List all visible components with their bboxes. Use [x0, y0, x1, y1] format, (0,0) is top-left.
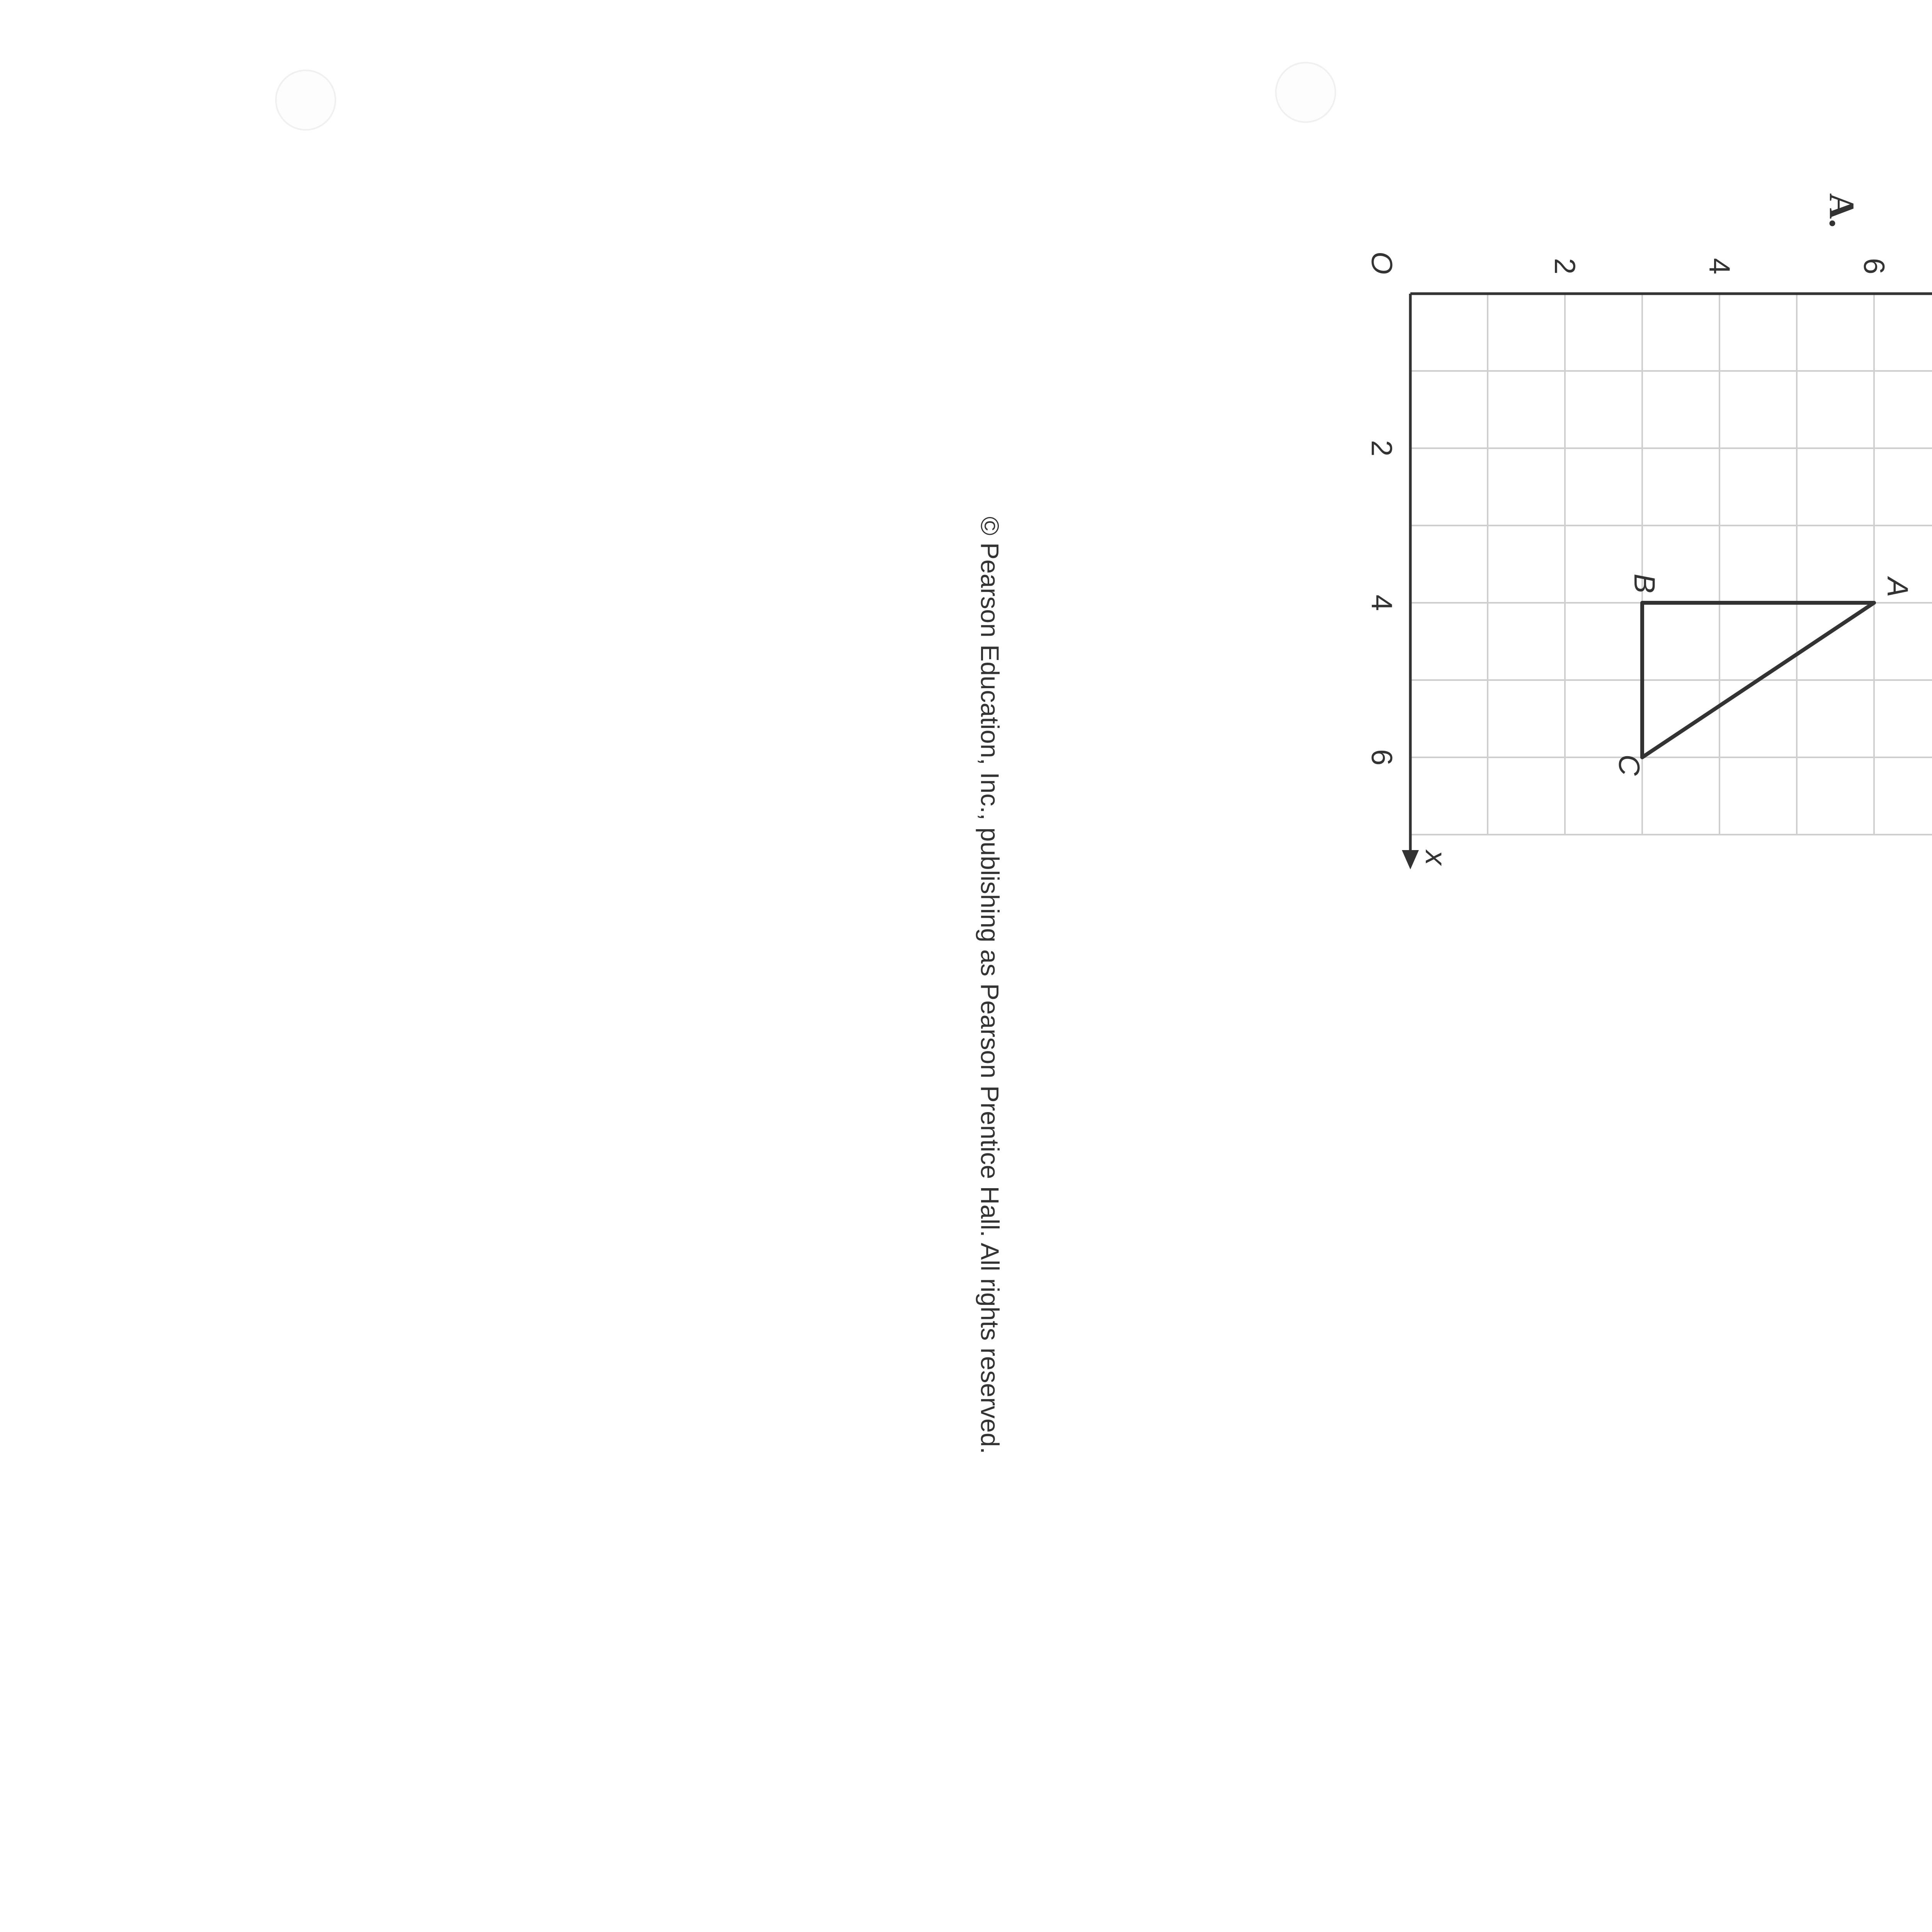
copyright-notice: © Pearson Education, Inc., publishing as Pearson Prentice Hall. All rights reserved.	[976, 517, 1004, 1454]
vertex-label: C	[1612, 754, 1645, 776]
x-tick-label: 4	[1365, 594, 1398, 611]
grid	[1410, 294, 1932, 835]
origin-label: O	[1365, 251, 1398, 274]
y-tick-label: 6	[1857, 258, 1890, 274]
tick-labels	[1365, 252, 1932, 866]
x-axis-arrow-icon	[1402, 850, 1419, 869]
y-tick-label: 2	[1548, 258, 1581, 274]
vertex-label: B	[1628, 573, 1661, 594]
triangle-layer	[1612, 574, 1914, 776]
x-tick-label: 6	[1365, 749, 1398, 766]
axes	[1402, 285, 1932, 869]
problem-label: A.	[1822, 193, 1862, 228]
x-axis-label: x	[1419, 850, 1452, 865]
vertex-label: A	[1881, 577, 1914, 597]
coordinate-graph	[1333, 209, 1914, 865]
x-tick-label: 2	[1365, 440, 1398, 457]
y-tick-label: 4	[1703, 258, 1736, 274]
